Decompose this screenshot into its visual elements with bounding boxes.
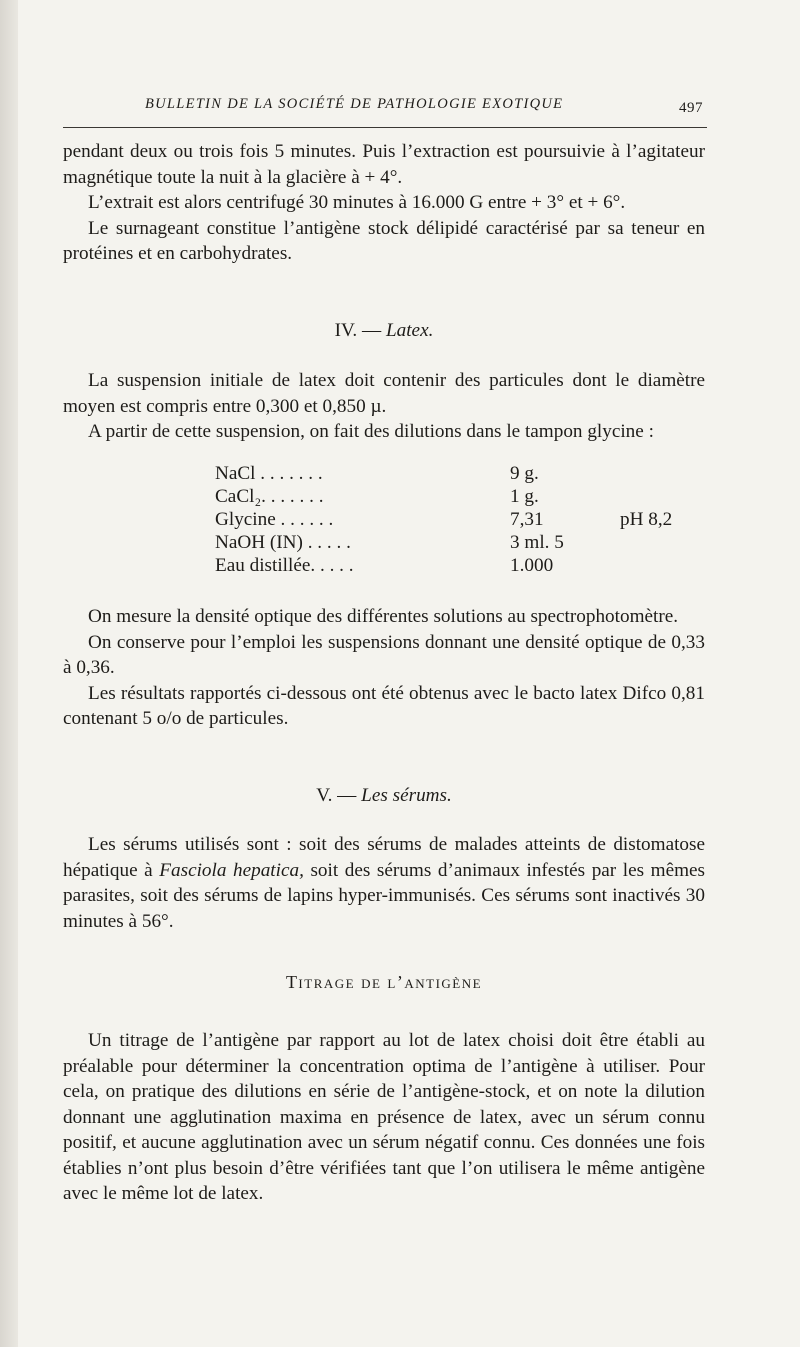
reagent-amount: 9 g. bbox=[510, 463, 539, 484]
page-gutter-shadow bbox=[0, 0, 20, 1347]
running-header bbox=[145, 96, 703, 116]
titrage-block bbox=[63, 1028, 705, 1207]
section-number: IV. — bbox=[334, 320, 382, 341]
serums-text-before: Les sérums utilisés sont : soit des sérums de malades atteints de distomatose hépatique à bbox=[63, 834, 705, 881]
serums-text-after: soit des sérums d’animaux infestés par les mêmes parasites, soit des sérums de lapins hyper-immunisés. Ces sérums sont inactivés 30 minutes à 56°. bbox=[63, 859, 706, 932]
section-heading-serums bbox=[63, 783, 705, 809]
reagent-name: NaCl . . . . . . . bbox=[215, 463, 323, 484]
buffer-composition-table bbox=[215, 462, 695, 577]
species-name: Fasciola hepatica, bbox=[159, 859, 304, 881]
paragraph-dilutions: A partir de cette suspension, on fait des dilutions dans le tampon glycine : bbox=[88, 421, 654, 442]
reagent-amount: 3 ml. 5 bbox=[510, 532, 564, 553]
paragraph-centrifuge: L’extrait est alors centrifugé 30 minutes à 16.000 G entre + 3° et + 6°. bbox=[88, 192, 626, 213]
titrage-heading bbox=[63, 970, 705, 996]
header-rule bbox=[63, 127, 707, 128]
reagent-amount: 1.000 bbox=[510, 555, 554, 576]
paragraph-titrage: Un titrage de l’antigène par rapport au lot de latex choisi doit être établi au préalable pour déterminer la concentration optima de l’antigène à utiliser. Pour cela, on pratique des dilutions en série de l’antigène-stock, et on note la dilution donnant une agglutination maxima en présence de latex, avec un sérum connu positif, et aucune agglutination avec un sérum négatif connu. Ces données une fois établies n’ont plus besoin d’être vérifiées tant que l’on utilisera le même antigène avec le même lot de latex. bbox=[63, 1030, 705, 1204]
running-title: BULLETIN DE LA SOCIÉTÉ DE PATHOLOGIE EXOTIQUE bbox=[145, 96, 564, 112]
subsection-title: Titrage de l’antigène bbox=[285, 972, 483, 992]
page-number: 497 bbox=[679, 100, 703, 116]
reagent-amount: 1 g. bbox=[510, 486, 539, 507]
latex-block bbox=[63, 368, 705, 445]
section-title: Les sérums. bbox=[361, 785, 452, 806]
intro-block bbox=[63, 139, 705, 267]
paragraph-serums bbox=[63, 832, 705, 934]
paragraph-latex-suspension: La suspension initiale de latex doit contenir des particules dont le diamètre moyen est compris entre 0,300 et 0,850 µ. bbox=[63, 370, 705, 417]
table-row bbox=[215, 531, 695, 554]
paragraph-extraction: pendant deux ou trois fois 5 minutes. Puis l’extraction est poursuivie à l’agitateur magnétique toute la nuit à la glacière à + 4°. bbox=[63, 141, 705, 188]
ph-value: pH 8,2 bbox=[620, 509, 673, 530]
section-number: V. — bbox=[316, 785, 357, 806]
paragraph-conservation: On conserve pour l’emploi les suspensions donnant une densité optique de 0,33 à 0,36. bbox=[63, 631, 705, 678]
reagent-name: Eau distillée. . . . . bbox=[215, 555, 354, 576]
section-heading-latex bbox=[63, 318, 705, 344]
reagent-amount: 7,31 bbox=[510, 509, 544, 530]
section-title: Latex. bbox=[385, 320, 434, 341]
table-row bbox=[215, 462, 695, 485]
paragraph-supernatant: Le surnageant constitue l’antigène stock délipidé caractérisé par sa teneur en protéines et en carbohydrates. bbox=[63, 217, 705, 264]
paragraph-results: Les résultats rapportés ci-dessous ont été obtenus avec le bacto latex Difco 0,81 contenant 5 o/o de particules. bbox=[63, 682, 705, 729]
reagent-name: Glycine . . . . . . bbox=[215, 509, 334, 530]
table-row bbox=[215, 485, 695, 508]
table-row bbox=[215, 508, 695, 531]
reagent-name: CaCl₂. . . . . . . bbox=[215, 486, 324, 507]
paragraph-optical-density: On mesure la densité optique des différentes solutions au spectrophotomètre. bbox=[88, 606, 679, 627]
measurement-block bbox=[63, 604, 705, 732]
serums-block bbox=[63, 832, 705, 934]
table-row bbox=[215, 554, 695, 577]
reagent-name: NaOH (IN) . . . . . bbox=[215, 532, 351, 553]
